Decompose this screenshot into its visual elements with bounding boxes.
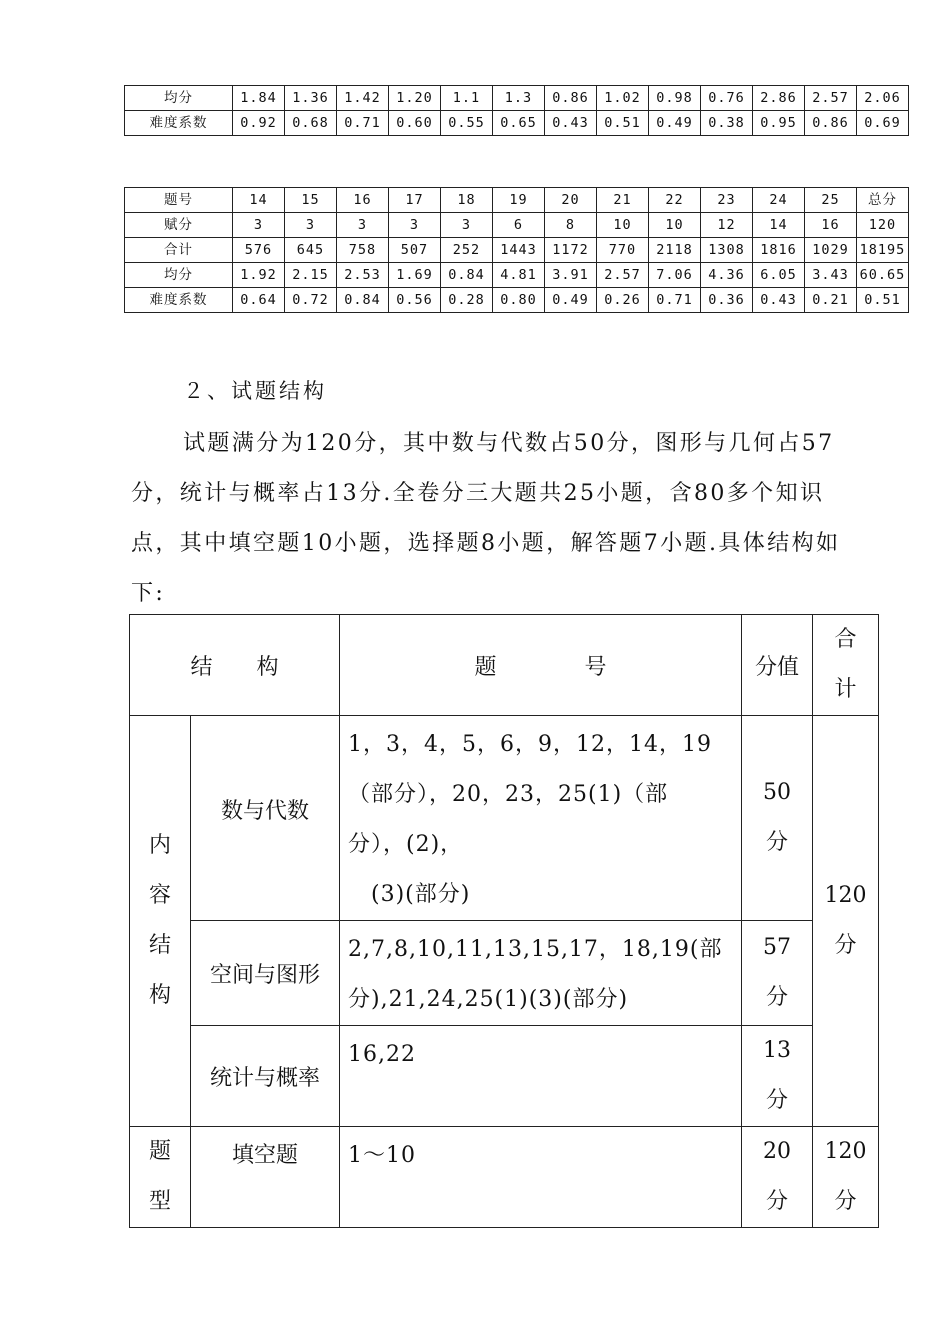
numbers-fill-blank: 1～10 [340,1127,742,1228]
stats-cell: 3.91 [545,263,597,288]
stats-cell: 6.05 [753,263,805,288]
stats-cell: 0.95 [753,111,805,136]
stats-cell: 0.72 [285,288,337,313]
stats-cell: 6 [493,213,545,238]
stats-cell: 10 [597,213,649,238]
stats-cell: 2.57 [597,263,649,288]
stats-cell: 4.36 [701,263,753,288]
stats-cell: 0.56 [389,288,441,313]
stats-row [125,188,909,213]
stats-cell: 770 [597,238,649,263]
row-statistics-probability [130,1026,879,1127]
stats-cell: 1.20 [389,86,441,111]
numbers-space-geometry: 2,7,8,10,11,13,15,17，18,19(部 分),21,24,25(1)(3)(部分) [340,921,742,1026]
stats-cell: 24 [753,188,805,213]
stats-cell: 3 [337,213,389,238]
stats-cell: 120 [857,213,909,238]
stats-row-label: 难度系数 [125,288,233,313]
category-statistics-probability: 统计与概率 [191,1026,340,1127]
stats-cell: 16 [805,213,857,238]
stats-row-label: 难度系数 [125,111,233,136]
stats-cell: 0.43 [753,288,805,313]
stats-cell: 758 [337,238,389,263]
stats-row-label: 均分 [125,263,233,288]
category-space-geometry: 空间与图形 [191,921,340,1026]
stats-table-1-body [125,86,909,136]
stats-cell: 总分 [857,188,909,213]
stats-cell: 0.65 [493,111,545,136]
category-fill-blank: 填空题 [191,1127,340,1228]
stats-cell: 0.55 [441,111,493,136]
stats-cell: 0.51 [857,288,909,313]
score-number-algebra: 50 分 [742,716,813,921]
stats-cell: 18 [441,188,493,213]
stats-row-label: 赋分 [125,213,233,238]
stats-cell: 0.64 [233,288,285,313]
stats-cell: 12 [701,213,753,238]
stats-cell: 0.80 [493,288,545,313]
stats-row [125,263,909,288]
stats-cell: 0.84 [441,263,493,288]
stats-cell: 0.43 [545,111,597,136]
stats-cell: 3 [285,213,337,238]
header-score: 分值 [742,615,813,716]
stats-cell: 0.60 [389,111,441,136]
header-total: 合 计 [813,615,879,716]
stats-row-label: 均分 [125,86,233,111]
structure-header-row [130,615,879,716]
stats-cell: 0.98 [649,86,701,111]
type-label: 题 型 [130,1127,191,1228]
stats-cell: 645 [285,238,337,263]
stats-cell: 0.21 [805,288,857,313]
content-structure-label: 内 容 结 构 [130,716,191,1127]
stats-cell: 2.06 [857,86,909,111]
stats-cell: 22 [649,188,701,213]
header-structure: 结 构 [130,615,340,716]
stats-cell: 0.51 [597,111,649,136]
stats-cell: 2.57 [805,86,857,111]
stats-cell: 1443 [493,238,545,263]
stats-row [125,288,909,313]
stats-cell: 1172 [545,238,597,263]
stats-cell: 0.92 [233,111,285,136]
stats-cell: 2.53 [337,263,389,288]
stats-cell: 0.86 [805,111,857,136]
stats-cell: 1.36 [285,86,337,111]
stats-cell: 2.15 [285,263,337,288]
stats-cell: 14 [753,213,805,238]
type-total: 120 分 [813,1127,879,1228]
stats-cell: 0.71 [649,288,701,313]
stats-row [125,213,909,238]
category-number-algebra: 数与代数 [191,716,340,921]
header-numbers: 题 号 [340,615,742,716]
stats-cell: 25 [805,188,857,213]
row-number-algebra [130,716,879,921]
stats-cell: 0.69 [857,111,909,136]
stats-cell: 17 [389,188,441,213]
stats-cell: 10 [649,213,701,238]
section-heading: ２、试题结构 [183,379,327,403]
stats-cell: 1308 [701,238,753,263]
stats-cell: 0.49 [545,288,597,313]
stats-cell: 3 [233,213,285,238]
stats-cell: 3 [441,213,493,238]
stats-cell: 0.49 [649,111,701,136]
stats-cell: 1.69 [389,263,441,288]
stats-cell: 0.76 [701,86,753,111]
stats-cell: 15 [285,188,337,213]
stats-cell: 1.02 [597,86,649,111]
stats-cell: 0.84 [337,288,389,313]
structure-table [129,614,879,1228]
stats-cell: 14 [233,188,285,213]
row-space-geometry [130,921,879,1026]
stats-cell: 18195 [857,238,909,263]
stats-cell: 1816 [753,238,805,263]
row-fill-blank [130,1127,879,1228]
stats-cell: 0.26 [597,288,649,313]
stats-cell: 0.36 [701,288,753,313]
stats-cell: 0.71 [337,111,389,136]
stats-cell: 19 [493,188,545,213]
stats-cell: 2118 [649,238,701,263]
stats-cell: 1.42 [337,86,389,111]
stats-cell: 576 [233,238,285,263]
stats-table-1 [124,85,909,136]
stats-cell: 16 [337,188,389,213]
stats-row [125,238,909,263]
stats-row-label: 题号 [125,188,233,213]
stats-cell: 20 [545,188,597,213]
stats-cell: 60.65 [857,263,909,288]
stats-cell: 21 [597,188,649,213]
stats-row [125,86,909,111]
stats-cell: 0.68 [285,111,337,136]
stats-cell: 4.81 [493,263,545,288]
content-total: 120 分 [813,716,879,1127]
stats-cell: 0.28 [441,288,493,313]
stats-cell: 1.1 [441,86,493,111]
numbers-statistics-probability: 16,22 [340,1026,742,1127]
stats-cell: 1.84 [233,86,285,111]
stats-cell: 0.38 [701,111,753,136]
stats-row-label: 合计 [125,238,233,263]
stats-cell: 252 [441,238,493,263]
stats-cell: 23 [701,188,753,213]
stats-table-2-body [125,188,909,313]
stats-cell: 507 [389,238,441,263]
score-space-geometry: 57 分 [742,921,813,1026]
stats-cell: 0.86 [545,86,597,111]
stats-cell: 8 [545,213,597,238]
stats-table-2 [124,187,909,313]
stats-cell: 1.3 [493,86,545,111]
section-paragraph: 试题满分为120分，其中数与代数占50分，图形与几何占57分，统计与概率占13分.全卷分三大题共25小题，含80多个知识点，其中填空题10小题，选择题8小题，解答题7小题.具体结构如下: [131,431,841,606]
score-statistics-probability: 13 分 [742,1026,813,1127]
stats-cell: 1.92 [233,263,285,288]
stats-row [125,111,909,136]
numbers-number-algebra: 1，3，4，5，6，9，12，14，19 （部分），20，23，25(1)（部 分），(2)， (3)(部分) [340,716,742,921]
stats-cell: 1029 [805,238,857,263]
stats-cell: 3 [389,213,441,238]
stats-cell: 7.06 [649,263,701,288]
stats-cell: 3.43 [805,263,857,288]
score-fill-blank: 20 分 [742,1127,813,1228]
stats-cell: 2.86 [753,86,805,111]
